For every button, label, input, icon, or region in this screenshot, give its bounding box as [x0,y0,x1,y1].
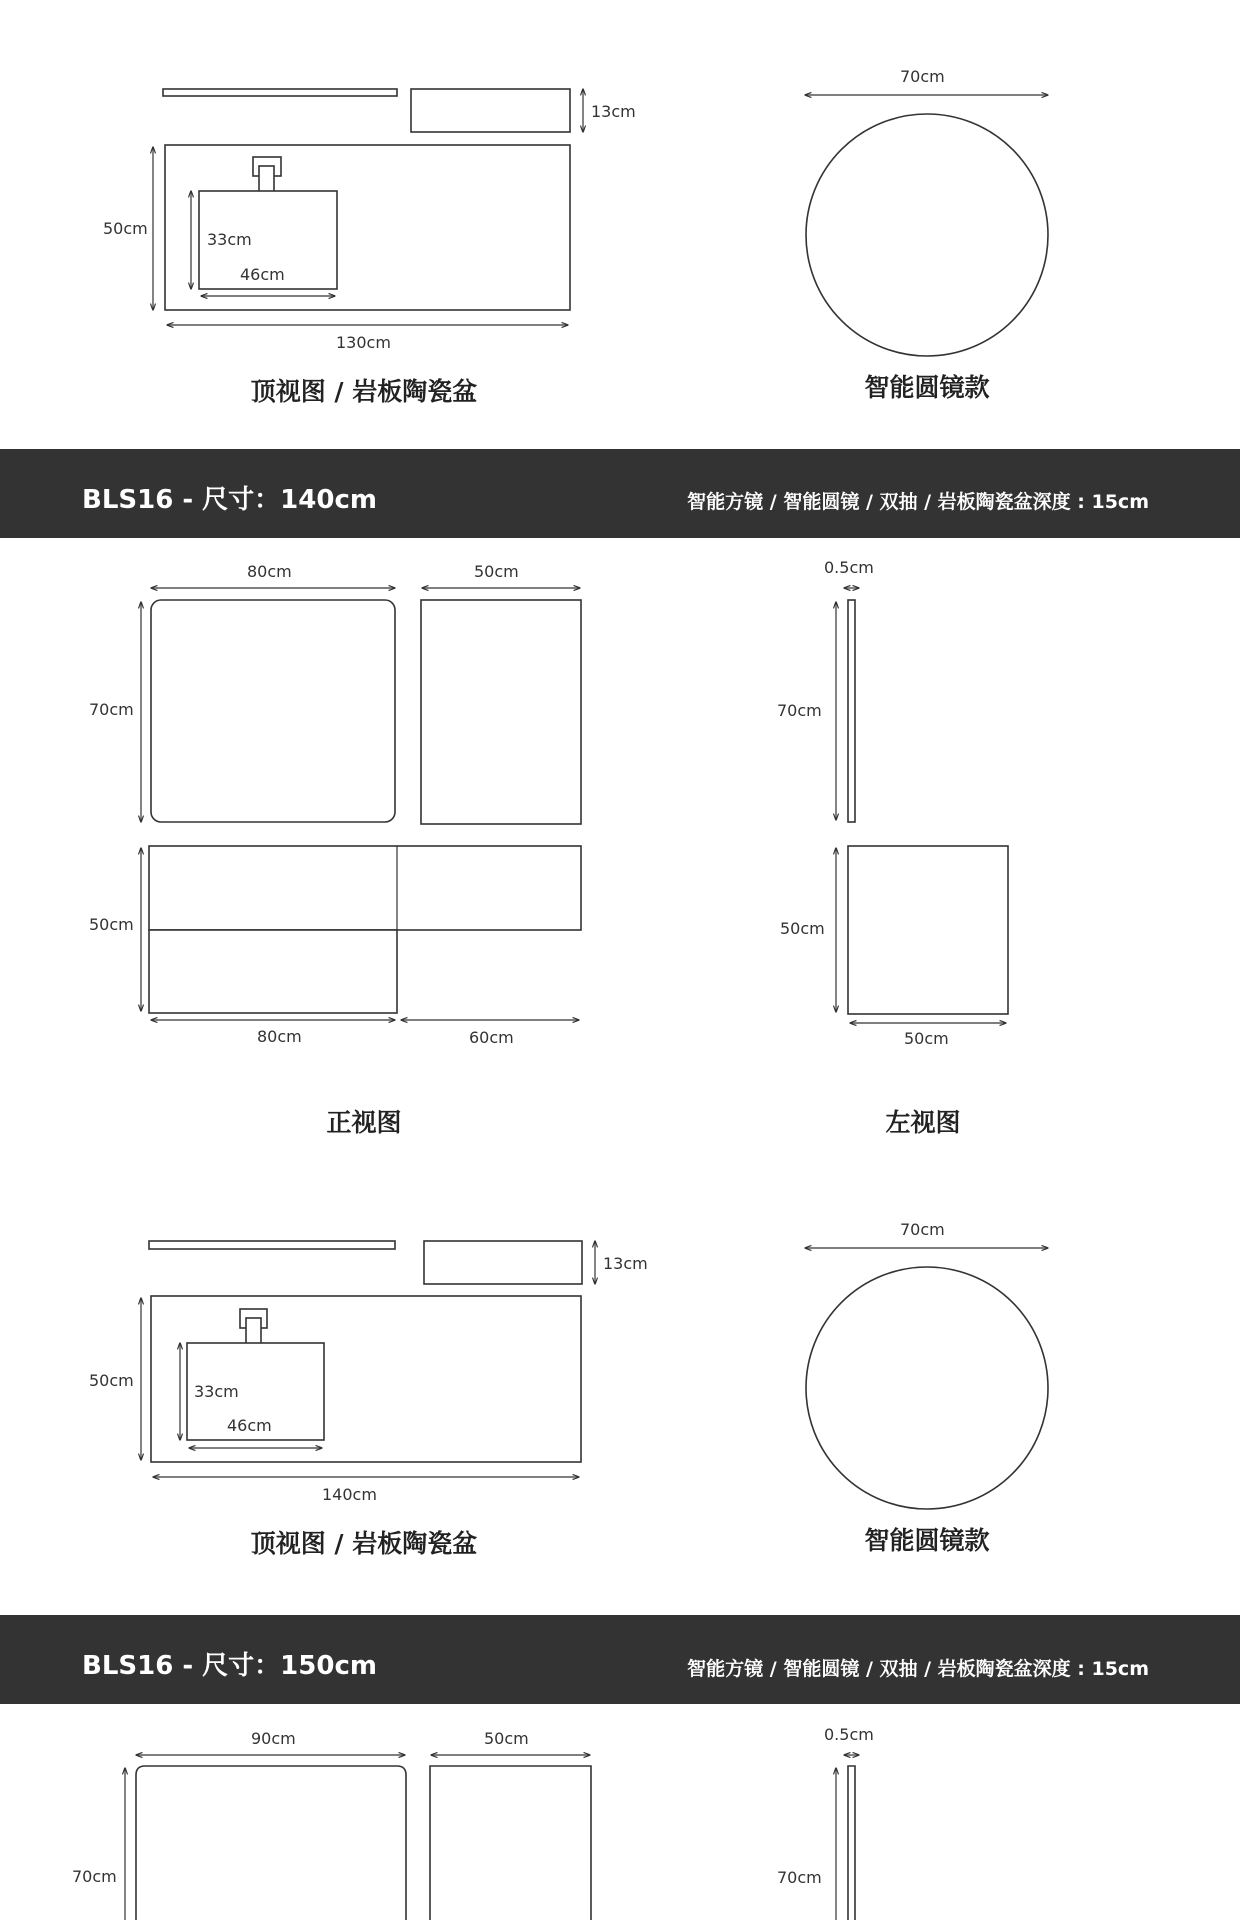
size-band-150 [0,1615,1240,1704]
basin-width-label: 46cm [240,265,285,284]
basin-depth-label: 33cm [207,230,252,249]
left-view-140-drawing [777,558,1008,1137]
front-view-caption: 正视图 [326,1108,402,1137]
size-band-140 [0,449,1240,538]
left-view-150-drawing [777,1725,874,1920]
counter-depth-label: 50cm [103,219,148,238]
mirror-side-profile [848,1766,855,1920]
basin-depth-label: 33cm [194,1382,239,1401]
band-subtitle: 智能方镜 / 智能圆镜 / 双抽 / 岩板陶瓷盆深度 : 15cm [687,491,1149,513]
side-cabinet-outline [421,600,581,824]
round-mirror-outline [806,114,1048,356]
vanity-top-row [149,846,581,930]
square-mirror-outline [136,1766,406,1920]
top-view-caption: 顶视图 / 岩板陶瓷盆 [250,1529,478,1558]
top-view-140-drawing [89,1241,648,1558]
cabinet-width-label: 50cm [474,562,519,581]
vanity-right-width-label: 60cm [469,1028,514,1047]
shelf-top-profile [424,1241,582,1284]
shelf-height-label: 13cm [603,1254,648,1273]
vanity-depth-label: 50cm [904,1029,949,1048]
shelf-height-label: 13cm [591,102,636,121]
mirror-top-profile [163,89,397,96]
top-view-130-drawing [103,89,636,406]
mirror-width-label: 80cm [247,562,292,581]
front-view-150-drawing [72,1729,591,1920]
side-cabinet-outline [430,1766,591,1920]
round-mirror-caption: 智能圆镜款 [864,1526,990,1555]
round-mirror-outline [806,1267,1048,1509]
round-mirror-130-drawing [805,67,1048,402]
mirror-thickness-label: 0.5cm [824,558,874,577]
band-subtitle: 智能方镜 / 智能圆镜 / 双抽 / 岩板陶瓷盆深度 : 15cm [687,1658,1149,1680]
vanity-height-label: 50cm [89,915,134,934]
vanity-side-profile [848,846,1008,1014]
side-mirror-height-label: 70cm [777,1868,822,1887]
shelf-top-profile [411,89,570,132]
side-vanity-height-label: 50cm [780,919,825,938]
counter-width-label: 130cm [336,333,391,352]
mirror-height-label: 70cm [89,700,134,719]
band-title: BLS16 - 尺寸：150cm [82,1651,377,1681]
mirror-top-profile [149,1241,395,1249]
mirror-side-profile [848,600,855,822]
side-mirror-height-label: 70cm [777,701,822,720]
mirror-width-label: 90cm [251,1729,296,1748]
mirror-height-label: 70cm [72,1867,117,1886]
counter-width-label: 140cm [322,1485,377,1504]
front-view-140-drawing [89,562,581,1137]
square-mirror-outline [151,600,395,822]
vanity-lower-drawer [149,930,397,1013]
counter-depth-label: 50cm [89,1371,134,1390]
basin-width-label: 46cm [227,1416,272,1435]
left-view-caption: 左视图 [885,1108,961,1137]
round-mirror-140-drawing [805,1220,1048,1555]
mirror-diameter-label: 70cm [900,1220,945,1239]
band-title: BLS16 - 尺寸：140cm [82,485,377,515]
round-mirror-caption: 智能圆镜款 [864,373,990,402]
top-view-caption: 顶视图 / 岩板陶瓷盆 [250,377,478,406]
cabinet-width-label: 50cm [484,1729,529,1748]
mirror-diameter-label: 70cm [900,67,945,86]
mirror-thickness-label: 0.5cm [824,1725,874,1744]
vanity-left-width-label: 80cm [257,1027,302,1046]
